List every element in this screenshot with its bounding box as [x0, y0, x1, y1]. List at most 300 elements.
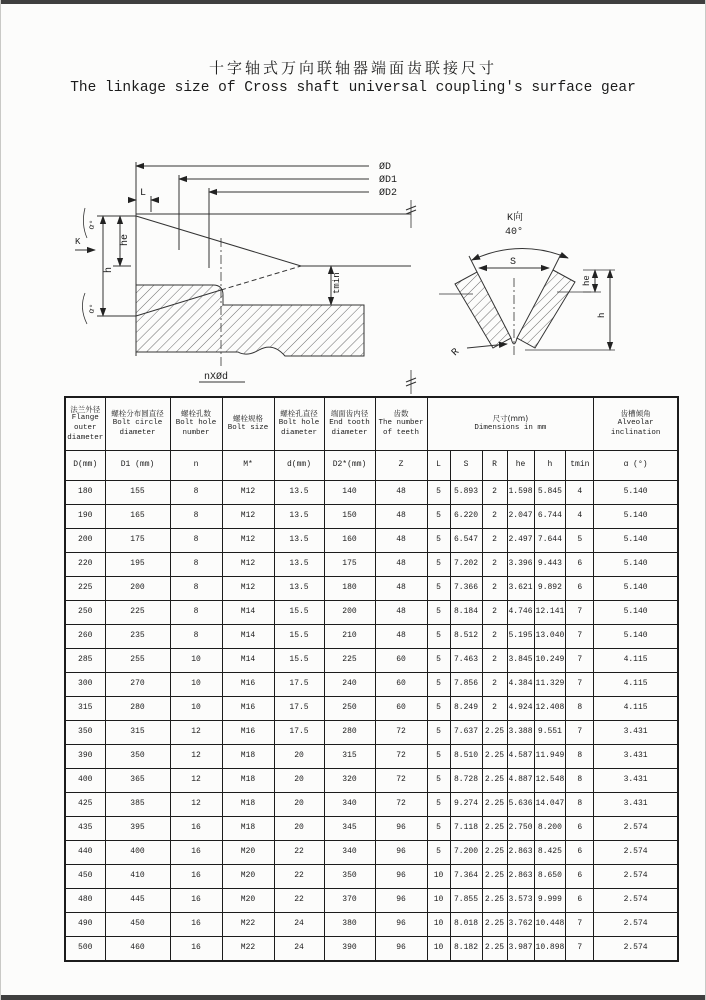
table-cell: 250: [65, 601, 105, 625]
page-title-english: The linkage size of Cross shaft universal coupling's surface gear: [70, 80, 636, 96]
table-cell: 2.25: [482, 721, 507, 745]
table-cell: 96: [375, 937, 427, 962]
table-cell: 72: [375, 769, 427, 793]
table-cell: 12.548: [534, 769, 566, 793]
table-cell: M18: [222, 769, 274, 793]
column-subheader: tmin: [566, 451, 594, 481]
table-cell: 10: [170, 649, 222, 673]
column-subheader: α (°): [594, 451, 678, 481]
table-cell: 10: [427, 913, 450, 937]
table-row: [65, 769, 678, 793]
table-cell: 390: [324, 937, 375, 962]
table-cell: 365: [105, 769, 170, 793]
table-cell: 3.431: [594, 745, 678, 769]
table-cell: 4.924: [507, 697, 534, 721]
table-cell: 4.115: [594, 697, 678, 721]
table-cell: 16: [170, 889, 222, 913]
table-cell: 22: [274, 865, 324, 889]
table-cell: 150: [324, 505, 375, 529]
table-row: [65, 601, 678, 625]
dim-label-od1: ØD1: [379, 175, 398, 186]
table-cell: 2.574: [594, 913, 678, 937]
table-cell: 2.047: [507, 505, 534, 529]
table-cell: 8.249: [450, 697, 482, 721]
table-cell: 7.855: [450, 889, 482, 913]
table-cell: 480: [65, 889, 105, 913]
table-cell: 9.999: [534, 889, 566, 913]
table-cell: 4.746: [507, 601, 534, 625]
table-cell: 5: [427, 505, 450, 529]
table-cell: 240: [324, 673, 375, 697]
table-row: [65, 889, 678, 913]
table-cell: 16: [170, 865, 222, 889]
table-cell: 250: [324, 697, 375, 721]
table-cell: 96: [375, 913, 427, 937]
table-cell: 410: [105, 865, 170, 889]
flange-section-diagram: [73, 138, 418, 394]
table-cell: 5: [427, 481, 450, 505]
table-cell: 200: [65, 529, 105, 553]
table-cell: 8.184: [450, 601, 482, 625]
table-cell: 7: [566, 721, 594, 745]
table-row: [65, 721, 678, 745]
table-cell: 2: [482, 649, 507, 673]
table-cell: 7.118: [450, 817, 482, 841]
table-cell: 16: [170, 817, 222, 841]
column-header: 法兰外径 Flange outer diameter: [65, 397, 105, 451]
table-cell: 5: [427, 697, 450, 721]
table-cell: 320: [324, 769, 375, 793]
table-cell: 200: [324, 601, 375, 625]
table-cell: 390: [65, 745, 105, 769]
table-cell: 6.547: [450, 529, 482, 553]
table-cell: 7: [566, 649, 594, 673]
table-cell: 2.750: [507, 817, 534, 841]
table-cell: 5: [427, 577, 450, 601]
table-cell: 11.949: [534, 745, 566, 769]
table-cell: 5: [427, 553, 450, 577]
table-cell: 2.574: [594, 865, 678, 889]
dim-label-he: he: [120, 233, 131, 246]
table-cell: 7.366: [450, 577, 482, 601]
column-subheader: D(mm): [65, 451, 105, 481]
column-subheader: n: [170, 451, 222, 481]
table-cell: 11.329: [534, 673, 566, 697]
table-cell: 5: [427, 673, 450, 697]
table-cell: 225: [105, 601, 170, 625]
table-cell: 155: [105, 481, 170, 505]
table-cell: 5.893: [450, 481, 482, 505]
table-cell: 5: [427, 817, 450, 841]
table-cell: 20: [274, 769, 324, 793]
table-cell: 8: [170, 481, 222, 505]
column-subheader: h: [534, 451, 566, 481]
table-row: [65, 937, 678, 962]
table-row: [65, 649, 678, 673]
table-cell: M14: [222, 601, 274, 625]
table-cell: 370: [324, 889, 375, 913]
table-cell: 3.573: [507, 889, 534, 913]
table-cell: 350: [324, 865, 375, 889]
table-cell: 4.587: [507, 745, 534, 769]
table-cell: 24: [274, 913, 324, 937]
dim-label-tmin: tmin: [332, 272, 342, 294]
table-cell: 16: [170, 913, 222, 937]
table-cell: M12: [222, 553, 274, 577]
table-cell: 48: [375, 601, 427, 625]
table-cell: 12: [170, 793, 222, 817]
table-cell: 72: [375, 793, 427, 817]
table-cell: 8.200: [534, 817, 566, 841]
table-cell: 72: [375, 745, 427, 769]
table-cell: 450: [105, 913, 170, 937]
table-cell: 3.987: [507, 937, 534, 962]
table-cell: 4: [566, 481, 594, 505]
table-cell: 20: [274, 745, 324, 769]
table-cell: 3.621: [507, 577, 534, 601]
table-cell: 72: [375, 721, 427, 745]
table-cell: 10.448: [534, 913, 566, 937]
table-cell: 13.5: [274, 577, 324, 601]
table-cell: 8.512: [450, 625, 482, 649]
table-cell: 9.274: [450, 793, 482, 817]
table-cell: M12: [222, 481, 274, 505]
table-row: [65, 553, 678, 577]
table-cell: 5.140: [594, 529, 678, 553]
table-cell: 48: [375, 553, 427, 577]
table-cell: 7.463: [450, 649, 482, 673]
table-cell: 7: [566, 673, 594, 697]
table-cell: 2.25: [482, 817, 507, 841]
table-cell: 285: [65, 649, 105, 673]
column-header: 螺栓孔直径 Bolt hole diameter: [274, 397, 324, 451]
table-cell: 5: [427, 745, 450, 769]
table-cell: 10: [427, 937, 450, 962]
table-cell: 400: [65, 769, 105, 793]
table-cell: 7.644: [534, 529, 566, 553]
table-cell: 175: [105, 529, 170, 553]
column-header: 端面齿内径 End tooth diameter: [324, 397, 375, 451]
table-row: [65, 577, 678, 601]
table-row: [65, 529, 678, 553]
table-cell: 380: [324, 913, 375, 937]
table-cell: 16: [170, 841, 222, 865]
table-cell: 8.728: [450, 769, 482, 793]
dim-label-h: h: [597, 312, 607, 318]
table-cell: 8: [170, 505, 222, 529]
table-row: [65, 697, 678, 721]
table-cell: 96: [375, 841, 427, 865]
table-cell: 225: [65, 577, 105, 601]
table-cell: 7.856: [450, 673, 482, 697]
table-cell: 2.574: [594, 841, 678, 865]
table-cell: M18: [222, 817, 274, 841]
table-cell: 7.364: [450, 865, 482, 889]
table-cell: 395: [105, 817, 170, 841]
dim-label-alpha-top: α°: [87, 219, 99, 231]
column-subheader: d(mm): [274, 451, 324, 481]
table-cell: 490: [65, 913, 105, 937]
table-cell: 7.637: [450, 721, 482, 745]
table-cell: 15.5: [274, 649, 324, 673]
table-cell: 48: [375, 529, 427, 553]
table-cell: 5: [427, 529, 450, 553]
table-cell: 8.425: [534, 841, 566, 865]
table-cell: 60: [375, 697, 427, 721]
header-row-symbols: [65, 451, 678, 481]
table-cell: 13.5: [274, 505, 324, 529]
column-header: 尺寸(mm) Dimensions in mm: [427, 397, 594, 451]
table-cell: 9.892: [534, 577, 566, 601]
table-cell: 2.25: [482, 889, 507, 913]
table-row: [65, 745, 678, 769]
table-cell: 5.140: [594, 505, 678, 529]
table-cell: 2.574: [594, 937, 678, 962]
table-cell: 2: [482, 577, 507, 601]
table-row: [65, 481, 678, 505]
table-cell: 7: [566, 937, 594, 962]
table-cell: 260: [65, 625, 105, 649]
column-subheader: he: [507, 451, 534, 481]
table-cell: 8: [170, 553, 222, 577]
table-cell: 96: [375, 889, 427, 913]
table-cell: 5: [427, 841, 450, 865]
column-subheader: S: [450, 451, 482, 481]
table-cell: 20: [274, 793, 324, 817]
table-cell: 175: [324, 553, 375, 577]
table-cell: 12: [170, 769, 222, 793]
table-cell: 2: [482, 673, 507, 697]
table-cell: 4.115: [594, 673, 678, 697]
table-cell: 8: [566, 697, 594, 721]
table-cell: 8: [566, 793, 594, 817]
table-cell: 3.396: [507, 553, 534, 577]
table-cell: 17.5: [274, 697, 324, 721]
table-cell: 315: [105, 721, 170, 745]
table-cell: 10: [427, 889, 450, 913]
table-cell: 22: [274, 889, 324, 913]
table-cell: 8: [566, 745, 594, 769]
table-cell: 60: [375, 649, 427, 673]
table-cell: 180: [324, 577, 375, 601]
table-cell: 4: [566, 505, 594, 529]
column-subheader: Z: [375, 451, 427, 481]
table-cell: 315: [65, 697, 105, 721]
table-cell: M16: [222, 721, 274, 745]
table-cell: 270: [105, 673, 170, 697]
table-cell: 200: [105, 577, 170, 601]
table-cell: M16: [222, 673, 274, 697]
table-cell: 22: [274, 841, 324, 865]
table-cell: 7.202: [450, 553, 482, 577]
table-cell: M22: [222, 913, 274, 937]
table-cell: 17.5: [274, 673, 324, 697]
table-cell: 17.5: [274, 721, 324, 745]
table-cell: 165: [105, 505, 170, 529]
tooth-profile-diagram: [425, 198, 640, 363]
table-cell: 7: [566, 625, 594, 649]
table-cell: 14.047: [534, 793, 566, 817]
table-cell: M14: [222, 649, 274, 673]
table-cell: 440: [65, 841, 105, 865]
table-cell: 460: [105, 937, 170, 962]
column-header: 螺栓规格 Bolt size: [222, 397, 274, 451]
table-cell: 400: [105, 841, 170, 865]
table-cell: 96: [375, 865, 427, 889]
table-row: [65, 865, 678, 889]
table-cell: 315: [324, 745, 375, 769]
table-cell: 7: [566, 913, 594, 937]
dim-label-l: L: [140, 188, 147, 199]
table-cell: 24: [274, 937, 324, 962]
table-cell: 6: [566, 841, 594, 865]
table-cell: 160: [324, 529, 375, 553]
table-row: [65, 625, 678, 649]
table-cell: 350: [105, 745, 170, 769]
table-cell: 3.388: [507, 721, 534, 745]
spec-table: [64, 396, 679, 962]
table-cell: 6: [566, 865, 594, 889]
table-cell: M14: [222, 625, 274, 649]
table-cell: 2.25: [482, 769, 507, 793]
table-cell: 2.863: [507, 865, 534, 889]
table-row: [65, 913, 678, 937]
table-cell: 48: [375, 505, 427, 529]
table-cell: M18: [222, 793, 274, 817]
table-cell: 2: [482, 601, 507, 625]
table-cell: 6.220: [450, 505, 482, 529]
table-cell: 10: [170, 697, 222, 721]
table-cell: 5.140: [594, 553, 678, 577]
table-cell: 300: [65, 673, 105, 697]
table-cell: 190: [65, 505, 105, 529]
top-edge-bar: [1, 0, 705, 4]
table-cell: 9.551: [534, 721, 566, 745]
table-cell: 4.384: [507, 673, 534, 697]
table-cell: 2.497: [507, 529, 534, 553]
table-cell: 3.845: [507, 649, 534, 673]
dim-label-od: ØD: [379, 162, 392, 173]
table-cell: 195: [105, 553, 170, 577]
table-cell: 500: [65, 937, 105, 962]
table-cell: 3.431: [594, 721, 678, 745]
table-cell: M12: [222, 529, 274, 553]
table-cell: 385: [105, 793, 170, 817]
table-row: [65, 841, 678, 865]
dim-label-alpha-bottom: α°: [87, 303, 99, 315]
table-cell: 2.25: [482, 913, 507, 937]
table-cell: 8.018: [450, 913, 482, 937]
table-cell: 8.510: [450, 745, 482, 769]
table-cell: 8: [170, 601, 222, 625]
table-cell: 5: [427, 649, 450, 673]
table-cell: 5: [566, 529, 594, 553]
table-cell: 96: [375, 817, 427, 841]
table-cell: 2.25: [482, 841, 507, 865]
table-cell: 13.5: [274, 529, 324, 553]
table-cell: 5: [427, 601, 450, 625]
table-cell: 255: [105, 649, 170, 673]
table-cell: 8.650: [534, 865, 566, 889]
table-cell: 2.25: [482, 745, 507, 769]
table-cell: 450: [65, 865, 105, 889]
table-cell: 8: [170, 625, 222, 649]
table-cell: 48: [375, 577, 427, 601]
table-cell: 20: [274, 817, 324, 841]
header-row-groups: [65, 397, 678, 451]
angle-label-40: 40°: [505, 227, 524, 238]
table-cell: M12: [222, 505, 274, 529]
table-cell: 5.845: [534, 481, 566, 505]
table-cell: 5: [427, 625, 450, 649]
dim-label-he: he: [582, 275, 592, 286]
table-cell: 12.408: [534, 697, 566, 721]
table-cell: 5.140: [594, 601, 678, 625]
table-cell: M22: [222, 937, 274, 962]
table-cell: 5.140: [594, 481, 678, 505]
dim-label-h: h: [104, 266, 115, 273]
table-cell: 210: [324, 625, 375, 649]
table-cell: 12.141: [534, 601, 566, 625]
table-cell: 15.5: [274, 625, 324, 649]
table-cell: 350: [65, 721, 105, 745]
table-cell: 9.443: [534, 553, 566, 577]
column-header: 齿槽倾角 Alveolar inclination: [594, 397, 678, 451]
table-cell: 6: [566, 553, 594, 577]
table-cell: 4.115: [594, 649, 678, 673]
table-cell: 4.887: [507, 769, 534, 793]
table-cell: 2: [482, 625, 507, 649]
table-cell: 12: [170, 721, 222, 745]
column-subheader: D2*(mm): [324, 451, 375, 481]
table-row: [65, 505, 678, 529]
table-cell: 1.598: [507, 481, 534, 505]
table-cell: 140: [324, 481, 375, 505]
table-cell: 60: [375, 673, 427, 697]
dim-label-r: R: [450, 346, 463, 359]
table-cell: 435: [65, 817, 105, 841]
table-cell: 345: [324, 817, 375, 841]
table-cell: 8: [566, 769, 594, 793]
table-cell: 3.431: [594, 793, 678, 817]
view-arrow-label-k: K: [75, 237, 81, 247]
table-cell: 5: [427, 793, 450, 817]
table-cell: 13.5: [274, 481, 324, 505]
table-cell: 7.200: [450, 841, 482, 865]
table-cell: 445: [105, 889, 170, 913]
table-cell: 5.636: [507, 793, 534, 817]
table-cell: 13.040: [534, 625, 566, 649]
table-cell: 10.249: [534, 649, 566, 673]
table-cell: 2: [482, 481, 507, 505]
dim-label-s: S: [510, 257, 517, 268]
table-cell: 235: [105, 625, 170, 649]
table-cell: 6: [566, 889, 594, 913]
table-cell: 13.5: [274, 553, 324, 577]
table-cell: 2: [482, 529, 507, 553]
column-header: 螺栓分布圆直径 Bolt circle diameter: [105, 397, 170, 451]
table-cell: 225: [324, 649, 375, 673]
table-cell: 180: [65, 481, 105, 505]
dim-label-od2: ØD2: [379, 188, 398, 199]
table-cell: 7: [566, 601, 594, 625]
table-cell: M12: [222, 577, 274, 601]
column-subheader: M*: [222, 451, 274, 481]
table-cell: 2.25: [482, 937, 507, 962]
table-cell: 10.898: [534, 937, 566, 962]
table-cell: 6.744: [534, 505, 566, 529]
table-cell: 8.182: [450, 937, 482, 962]
